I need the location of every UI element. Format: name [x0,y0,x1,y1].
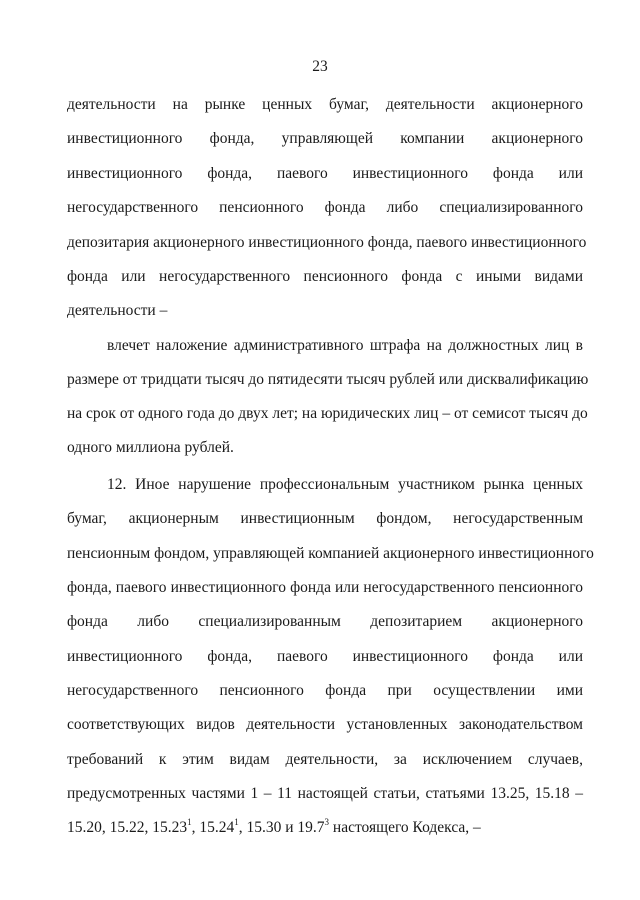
text-line: одного миллиона рублей. [67,439,234,456]
superscript: 3 [324,816,330,827]
text-line: деятельности на рынке ценных бумаг, деятельности акционерного [67,96,583,113]
text-line: инвестиционного фонда, управляющей компании акционерного [67,130,583,147]
text-line: фонда, паевого инвестиционного фонда или негосударственного пенсионного [67,579,583,596]
text-line: фонда либо специализированным депозитарием акционерного [67,613,583,630]
text-fragment: , 15.30 и 19.7 [238,819,325,836]
text-line: на срок от одного года до двух лет; на юридических лиц – от семисот тысяч до [67,405,588,422]
superscript: 1 [234,816,239,827]
text-line: бумаг, акционерным инвестиционным фондом, негосударственным [67,510,583,527]
text-line: размере от тридцати тысяч до пятидесяти тысяч рублей или дисквалификацию [67,371,589,388]
text-line: фонда или негосударственного пенсионного фонда с иными видами [67,268,583,285]
text-line: деятельности – [67,302,168,319]
text-line: предусмотренных частями 1 – 11 настоящей статьи, статьями 13.25, 15.18 – [67,785,583,802]
text-line: влечет наложение административного штрафа на должностных лиц в [107,337,583,354]
text-line: 12. Иное нарушение профессиональным участником рынка ценных [107,476,583,493]
text-line-last [67,818,583,838]
text-line: негосударственного пенсионного фонда либо специализированного [67,199,583,216]
text-fragment: 15.20, 15.22, 15.23 [67,819,188,836]
text-fragment: , 15.24 [191,819,235,836]
superscript: 1 [187,816,192,827]
text-line: требований к этим видам деятельности, за исключением случаев, [67,751,583,768]
page-number: 23 [312,58,328,75]
text-line: негосударственного пенсионного фонда при осуществлении ими [67,682,583,699]
text-line: соответствующих видов деятельности установленных законодательством [67,716,583,733]
text-line: инвестиционного фонда, паевого инвестиционного фонда или [67,648,583,665]
text-line: пенсионным фондом, управляющей компанией акционерного инвестиционного [67,545,594,562]
text-line: депозитария акционерного инвестиционного фонда, паевого инвестиционного [67,234,587,251]
text-fragment: настоящего Кодекса, – [329,819,481,836]
text-line: инвестиционного фонда, паевого инвестиционного фонда или [67,165,583,182]
